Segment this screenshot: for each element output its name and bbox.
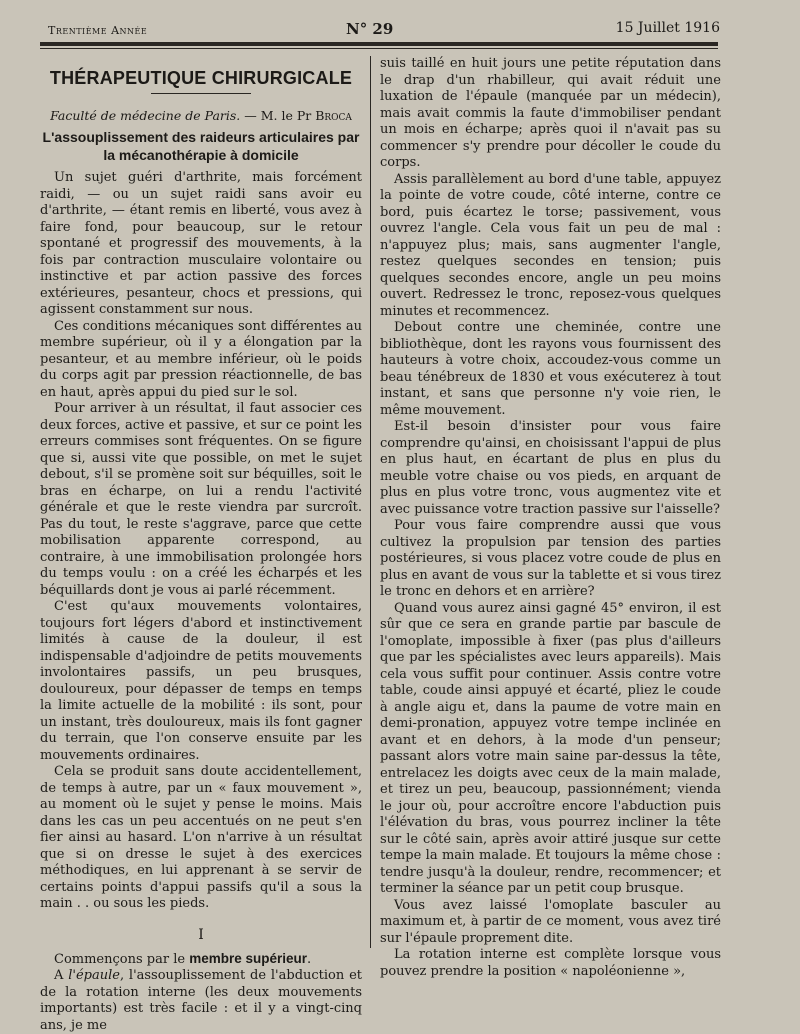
- header-rule-thin: [40, 48, 718, 49]
- column-divider: [370, 56, 371, 948]
- paragraph: C'est qu'aux mouvements volontaires, toujours fort légers d'abord et instinctivement limités à cause de la douleur, il est indispensable d'adjoindre de petits mouvements involontaires passifs, un peu brusques, douloureux, pour dépasser de temps en temps la limite actuelle de la mobilité : ils sont, pour un instant, très douloureux, mais ils font gagner du terrain, que l'on conserve ensuite par les mouvements ordinaires.: [40, 599, 362, 763]
- article-title: L'assouplissement des raideurs articulaires par la mécanothérapie à domicile: [42, 129, 360, 163]
- left-body: [40, 170, 362, 1034]
- paragraph: Assis parallèlement au bord d'une table, appuyez la pointe de votre coude, côté interne, contre ce bord, puis écartez le torse; passivement, vous ouvrez l'angle. Cela vous fait un peu de mal : n'appuyez plus; mais, sans augmenter l'angle, restez quelques secondes en tension; puis quelques secondes encore, angle un peu moins ouvert. Redressez le tronc, reposez-vous quelques minutes et recommencez.: [380, 171, 721, 319]
- lead-subject: membre supérieur: [189, 950, 307, 966]
- paragraph: Est-il besoin d'insister pour vous faire comprendre qu'ainsi, en choisissant l'appui de plus en plus haut, en écartant de plus en plus du meuble votre chaise ou vos pieds, en arquant de plus en plus votre tronc, vous augmentez vite et avec puissance votre traction passive sur l'aisselle?: [380, 419, 721, 517]
- section-title: THÉRAPEUTIQUE CHIRURGICALE: [49, 68, 353, 88]
- title-rule: [151, 93, 251, 94]
- header-rule-thick: [40, 42, 718, 46]
- paragraph: Cela se produit sans doute accidentellement, de temps à autre, par un « faux mouvement », au moment où le sujet y pense le moins. Mais dans les cas un peu accentués on ne peut s'en fier ainsi au hasard. L'on n'arrive à un résultat que si on dresse le sujet à des exercices méthodiques, en lui apprenant à se servir de certains points d'appui passifs qu'il a sous la main . . ou sous les pieds.: [40, 764, 362, 911]
- lead-paragraph: [40, 951, 362, 969]
- section-numeral: I: [198, 926, 204, 943]
- paragraph: Quand vous aurez ainsi gagné 45° environ, il est sûr que ce sera en grande partie par bascule de l'omoplate, impossible à fixer (pas plus d'ailleurs que par les spécialistes avec leurs appareils). Mais cela vous suffit pour continuer. Assis contre votre table, coude ainsi appuyé et écarté, pliez le coude à angle aigu et, dans la paume de votre main en demi-pronation, appuyez votre tempe inclinée en avant et en dehors, à la mode d'un penseur; passant alors votre main saine par-dessus la tête, entrelacez les doigts avec ceux de la main malade, et tirez un peu, beaucoup, passionnément; vienda le jour où, pour accroître encore l'abduction puis l'élévation du bras, vous pourrez incliner la tête sur le côté sain, après avoir attiré jusque sur cette tempe la main malade. Et toujours la même chose : tendre jusqu'à la douleur, rendre, recommencer; et terminer la séance par un petit coup brusque.: [380, 600, 721, 896]
- right-body: [380, 56, 721, 980]
- issue-number: N° 29: [346, 20, 394, 38]
- paragraph: Pour arriver à un résultat, il faut associer ces deux forces, active et passive, et sur ce point les erreurs commises sont fréquentes. On se figure que si, aussi vite que possible, on met le sujet debout, s'il se promène soit sur béquilles, soit le bras en écharpe, on lui a rendu l'activité générale et que le reste viendra par surcroît. Pas du tout, le reste s'aggrave, parce que cette mobilisation apparente correspond, au contraire, à une immobilisation prolongée hors du temps voulu : on a créé les écharpés et les béquillards dont je vous ai parlé récemment.: [40, 401, 362, 598]
- paragraph: [40, 968, 362, 1034]
- para-prefix: A: [54, 968, 69, 983]
- byline: [40, 108, 362, 124]
- para-italic: l'épaule: [68, 968, 120, 983]
- paragraph: Ces conditions mécaniques sont différentes au membre supérieur, où il y a élongation par la pesanteur, et au membre inférieur, où le poids du corps agit par pression réactionnelle, de bas en haut, après appui du pied sur le sol.: [40, 318, 362, 400]
- paragraph-continued: suis taillé en huit jours une petite réputation dans le drap d'un rhabilleur, qui avait réduit une luxation de l'épaule (manquée par un médecin), mais avait commis la faute d'immobiliser pendant un mois en écharpe; après quoi il n'avait pas su commencer s'y prendre pour décoller le coude du corps.: [380, 56, 721, 170]
- byline-affiliation: Faculté de médecine de Paris.: [50, 108, 241, 123]
- lead-suffix: .: [306, 951, 312, 967]
- byline-name: Broca: [315, 108, 352, 123]
- running-head: [40, 20, 720, 40]
- byline-separator: — M. le: [240, 108, 297, 123]
- paragraph: Un sujet guéri d'arthrite, mais forcément raidi, — ou un sujet raidi sans avoir eu d'arthrite, — étant remis en liberté, vous avez à faire fond, pour beaucoup, sur le retour spontané et progressif des mouvements, à la fois par contraction musculaire volontaire ou instinctive et par action passive des forces extérieures, pesanteur, chocs et pressions, qui agissent constamment sur nous.: [40, 170, 362, 317]
- left-column: [40, 56, 362, 1033]
- paragraph: Debout contre une cheminée, contre une bibliothèque, dont les rayons vous fournissent des hauteurs à votre choix, accoudez-vous comme un beau ténébreux de 1830 et vous exécuterez à tout instant, et sans que personne n'y voie rien, le même mouvement.: [380, 320, 721, 418]
- paragraph: La rotation interne est complète lorsque vous pouvez prendre la position « napoléonienne »,: [380, 947, 721, 979]
- issue-date: 15 Juillet 1916: [615, 20, 720, 36]
- byline-title: Pr: [296, 108, 312, 123]
- volume-label: Trentième Année: [48, 24, 148, 37]
- paragraph: Pour vous faire comprendre aussi que vous cultivez la propulsion par tension des parties postérieures, si vous placez votre coude de plus en plus en avant de vous sur la tablette et si vous tirez le tronc en dehors et en arrière?: [380, 518, 721, 599]
- right-column: [380, 56, 721, 979]
- lead-prefix: Commençons par le: [54, 951, 190, 967]
- paragraph: Vous avez laissé l'omoplate basculer au maximum et, à partir de ce moment, vous avez tiré sur l'épaule proprement dite.: [380, 897, 721, 946]
- para-rest: , l'assouplissement de l'abduction et de la rotation interne (les deux mouvements importants) est très facile : et il y a vingt-cinq ans, je me: [40, 968, 362, 1033]
